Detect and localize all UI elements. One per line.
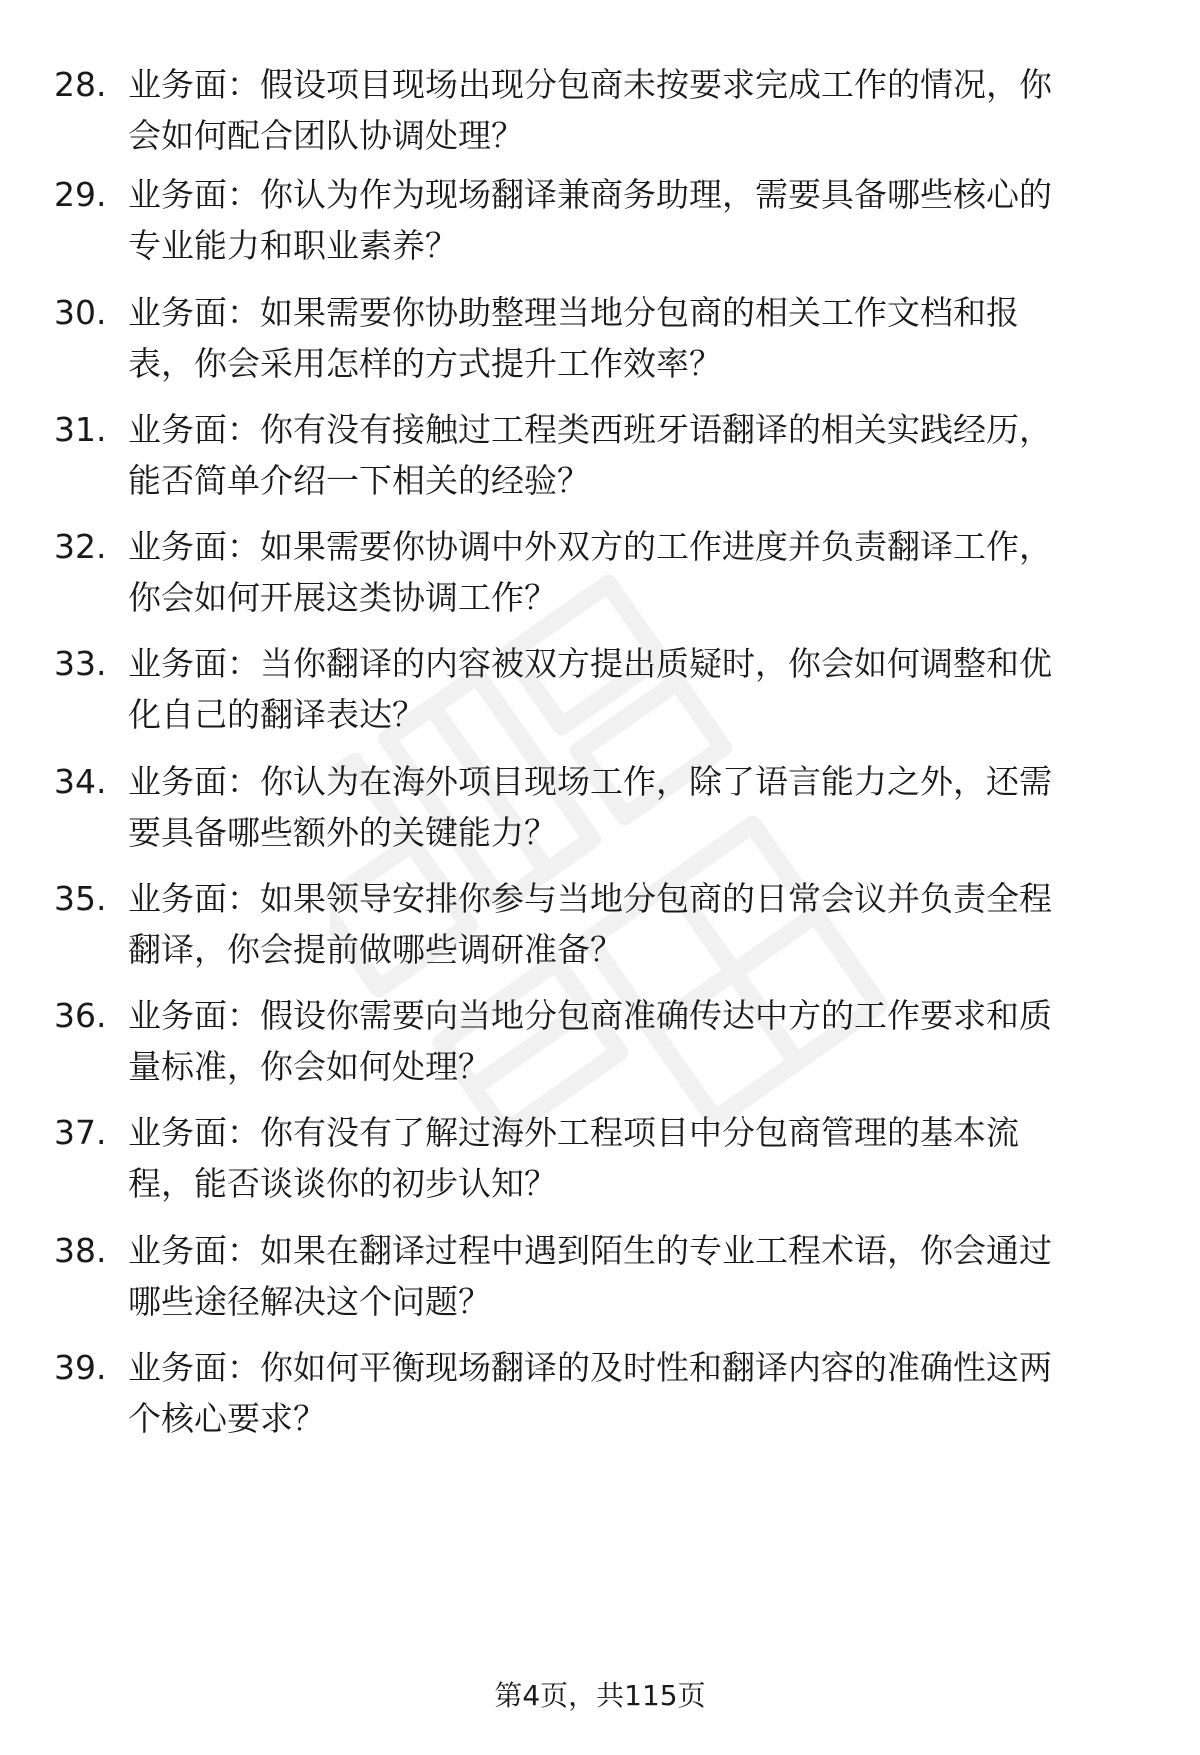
question-number: 28. bbox=[54, 65, 107, 104]
question-text-line-2: 会如何配合团队协调处理？ bbox=[128, 116, 524, 155]
question-number: 39. bbox=[54, 1348, 107, 1387]
question-number: 33. bbox=[54, 644, 107, 683]
question-text-line-1: 业务面：你有没有了解过海外工程项目中分包商管理的基本流 bbox=[128, 1113, 1019, 1152]
question-text-line-1: 业务面：你认为作为现场翻译兼商务助理，需要具备哪些核心的 bbox=[128, 175, 1052, 214]
question-text-line-2: 表，你会采用怎样的方式提升工作效率？ bbox=[128, 344, 722, 383]
question-text-line-1: 业务面：假设项目现场出现分包商未按要求完成工作的情况，你 bbox=[128, 65, 1052, 104]
question-number: 34. bbox=[54, 762, 107, 801]
question-number: 38. bbox=[54, 1231, 107, 1270]
question-number: 32. bbox=[54, 527, 107, 566]
question-number: 30. bbox=[54, 293, 107, 332]
question-number: 37. bbox=[54, 1113, 107, 1152]
question-text-line-2: 量标准，你会如何处理？ bbox=[128, 1047, 491, 1086]
question-text-line-2: 个核心要求？ bbox=[128, 1399, 326, 1438]
question-text-line-2: 能否简单介绍一下相关的经验？ bbox=[128, 461, 590, 500]
question-number: 35. bbox=[54, 879, 107, 918]
question-text-line-2: 翻译，你会提前做哪些调研准备？ bbox=[128, 930, 623, 969]
question-text-line-1: 业务面：你如何平衡现场翻译的及时性和翻译内容的准确性这两 bbox=[128, 1348, 1052, 1387]
question-text-line-1: 业务面：假设你需要向当地分包商准确传达中方的工作要求和质 bbox=[128, 996, 1052, 1035]
question-text-line-2: 化自己的翻译表达？ bbox=[128, 695, 425, 734]
question-text-line-1: 业务面：如果需要你协助整理当地分包商的相关工作文档和报 bbox=[128, 293, 1019, 332]
question-text-line-2: 哪些途径解决这个问题？ bbox=[128, 1282, 491, 1321]
question-text-line-1: 业务面：当你翻译的内容被双方提出质疑时，你会如何调整和优 bbox=[128, 644, 1052, 683]
question-text-line-2: 要具备哪些额外的关键能力？ bbox=[128, 813, 557, 852]
question-text-line-2: 专业能力和职业素养？ bbox=[128, 226, 458, 265]
question-number: 36. bbox=[54, 996, 107, 1035]
page-footer bbox=[0, 1676, 1200, 1716]
question-text-line-1: 业务面：你认为在海外项目现场工作，除了语言能力之外，还需 bbox=[128, 762, 1052, 801]
page-number-label: 第4页，共115页 bbox=[494, 1679, 706, 1712]
question-number: 31. bbox=[54, 410, 107, 449]
question-text-line-1: 业务面：如果需要你协调中外双方的工作进度并负责翻译工作， bbox=[128, 527, 1052, 566]
question-text-line-2: 你会如何开展这类协调工作？ bbox=[128, 578, 557, 617]
question-text-line-1: 业务面：你有没有接触过工程类西班牙语翻译的相关实践经历， bbox=[128, 410, 1052, 449]
question-text-line-1: 业务面：如果在翻译过程中遇到陌生的专业工程术语，你会通过 bbox=[128, 1231, 1052, 1270]
question-number: 29. bbox=[54, 175, 107, 214]
question-text-line-1: 业务面：如果领导安排你参与当地分包商的日常会议并负责全程 bbox=[128, 879, 1052, 918]
question-text-line-2: 程，能否谈谈你的初步认知？ bbox=[128, 1164, 557, 1203]
